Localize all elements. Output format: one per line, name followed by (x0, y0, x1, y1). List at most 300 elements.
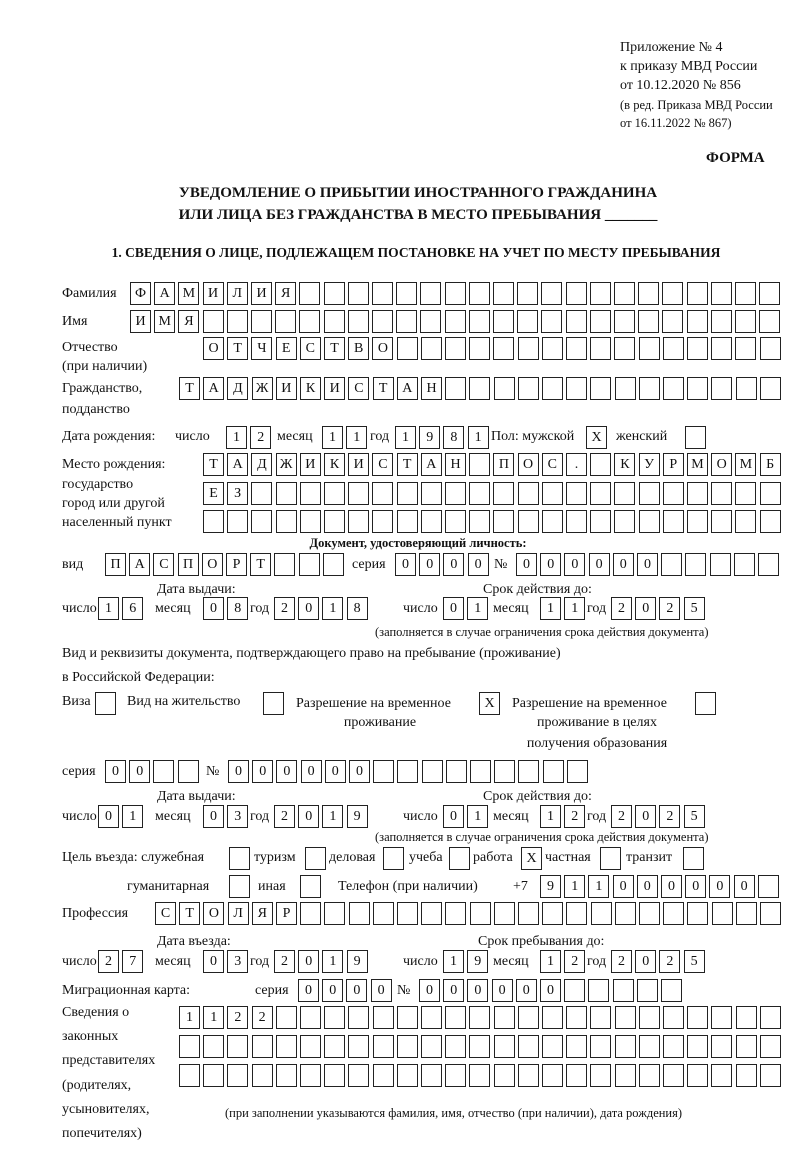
char-box[interactable]: 1 (443, 950, 464, 973)
char-box[interactable]: 0 (589, 553, 610, 576)
phone-boxes[interactable] (540, 875, 782, 898)
char-box[interactable]: 1 (203, 1006, 224, 1029)
char-box[interactable] (712, 902, 733, 925)
sex-female-checkbox[interactable] (685, 426, 709, 449)
entry-day-boxes[interactable] (98, 950, 146, 973)
char-box[interactable] (758, 875, 779, 898)
char-box[interactable] (494, 1064, 515, 1087)
char-box[interactable]: 0 (203, 597, 224, 620)
char-box[interactable] (373, 902, 394, 925)
char-box[interactable] (178, 760, 199, 783)
char-box[interactable]: 1 (540, 950, 561, 973)
char-box[interactable] (493, 310, 514, 333)
char-box[interactable] (276, 1035, 297, 1058)
char-box[interactable]: 1 (540, 597, 561, 620)
citizenship-boxes[interactable] (179, 377, 784, 400)
birthplace-boxes-row-1[interactable] (203, 453, 784, 476)
char-box[interactable]: 1 (467, 805, 488, 828)
char-box[interactable] (470, 760, 491, 783)
char-box[interactable] (711, 482, 732, 505)
char-box[interactable] (421, 482, 442, 505)
stay-day-boxes[interactable] (443, 950, 491, 973)
char-box[interactable] (493, 282, 514, 305)
char-box[interactable]: 0 (276, 760, 297, 783)
char-box[interactable] (372, 510, 393, 533)
char-box[interactable] (590, 282, 611, 305)
char-box[interactable] (227, 1064, 248, 1087)
char-box[interactable]: 0 (635, 805, 656, 828)
char-box[interactable]: 2 (564, 950, 585, 973)
char-box[interactable]: Р (276, 902, 297, 925)
char-box[interactable]: 9 (347, 805, 368, 828)
char-box[interactable]: 0 (252, 760, 273, 783)
char-box[interactable] (735, 482, 756, 505)
entry-month-boxes[interactable] (203, 950, 251, 973)
char-box[interactable] (397, 1006, 418, 1029)
char-box[interactable] (421, 1035, 442, 1058)
char-box[interactable] (348, 510, 369, 533)
char-box[interactable] (518, 902, 539, 925)
char-box[interactable] (397, 482, 418, 505)
char-box[interactable]: О (518, 453, 539, 476)
char-box[interactable]: О (372, 337, 393, 360)
char-box[interactable]: 1 (346, 426, 367, 449)
char-box[interactable]: 0 (298, 950, 319, 973)
char-box[interactable]: 1 (540, 805, 561, 828)
char-box[interactable] (734, 553, 755, 576)
char-box[interactable]: А (203, 377, 224, 400)
char-box[interactable]: 1 (564, 597, 585, 620)
char-box[interactable] (663, 1064, 684, 1087)
char-box[interactable]: X (521, 847, 542, 870)
char-box[interactable] (305, 847, 326, 870)
char-box[interactable]: 0 (709, 875, 730, 898)
id-number-boxes[interactable] (516, 553, 782, 576)
char-box[interactable] (614, 282, 635, 305)
char-box[interactable] (687, 310, 708, 333)
char-box[interactable]: 1 (468, 426, 489, 449)
char-box[interactable]: 8 (443, 426, 464, 449)
char-box[interactable]: С (372, 453, 393, 476)
char-box[interactable] (518, 337, 539, 360)
char-box[interactable] (396, 310, 417, 333)
char-box[interactable] (276, 1064, 297, 1087)
char-box[interactable] (348, 310, 369, 333)
char-box[interactable]: 0 (349, 760, 370, 783)
char-box[interactable] (590, 453, 611, 476)
edu-permit-checkbox[interactable] (695, 692, 719, 715)
char-box[interactable]: Н (445, 453, 466, 476)
purpose-tourism-checkbox[interactable] (305, 847, 329, 870)
char-box[interactable] (203, 1035, 224, 1058)
char-box[interactable]: И (203, 282, 224, 305)
char-box[interactable] (590, 1006, 611, 1029)
char-box[interactable] (470, 902, 491, 925)
char-box[interactable] (348, 282, 369, 305)
char-box[interactable] (662, 310, 683, 333)
char-box[interactable] (760, 482, 781, 505)
char-box[interactable]: Б (760, 453, 781, 476)
char-box[interactable]: Д (251, 453, 272, 476)
char-box[interactable]: Р (663, 453, 684, 476)
char-box[interactable] (227, 1035, 248, 1058)
char-box[interactable]: 0 (298, 805, 319, 828)
purpose-business-checkbox[interactable] (383, 847, 407, 870)
char-box[interactable]: 7 (122, 950, 143, 973)
char-box[interactable]: Я (178, 310, 199, 333)
char-box[interactable]: 0 (635, 950, 656, 973)
char-box[interactable] (613, 979, 634, 1002)
char-box[interactable] (300, 902, 321, 925)
char-box[interactable] (760, 377, 781, 400)
char-box[interactable] (518, 482, 539, 505)
char-box[interactable]: И (324, 377, 345, 400)
char-box[interactable] (251, 482, 272, 505)
char-box[interactable] (469, 1035, 490, 1058)
char-box[interactable] (663, 482, 684, 505)
char-box[interactable] (276, 1006, 297, 1029)
profession-boxes[interactable] (155, 902, 784, 925)
char-box[interactable] (542, 377, 563, 400)
char-box[interactable]: 1 (467, 597, 488, 620)
char-box[interactable]: Я (252, 902, 273, 925)
char-box[interactable] (348, 1035, 369, 1058)
char-box[interactable]: 2 (98, 950, 119, 973)
char-box[interactable]: Ч (251, 337, 272, 360)
char-box[interactable]: Я (275, 282, 296, 305)
purpose-humanitarian-checkbox[interactable] (229, 875, 253, 898)
char-box[interactable] (590, 337, 611, 360)
char-box[interactable] (639, 1064, 660, 1087)
char-box[interactable]: Ж (252, 377, 273, 400)
reps-boxes-row-3[interactable] (179, 1064, 784, 1087)
char-box[interactable]: 9 (540, 875, 561, 898)
char-box[interactable] (445, 1035, 466, 1058)
char-box[interactable] (372, 482, 393, 505)
char-box[interactable]: У (639, 453, 660, 476)
char-box[interactable] (229, 847, 250, 870)
char-box[interactable] (566, 310, 587, 333)
id-series-boxes[interactable] (395, 553, 492, 576)
char-box[interactable] (445, 377, 466, 400)
char-box[interactable] (615, 377, 636, 400)
char-box[interactable]: И (276, 377, 297, 400)
char-box[interactable] (323, 553, 344, 576)
char-box[interactable] (397, 1064, 418, 1087)
char-box[interactable] (252, 1035, 273, 1058)
char-box[interactable]: 0 (540, 979, 561, 1002)
char-box[interactable]: 0 (467, 979, 488, 1002)
residence-checkbox[interactable] (263, 692, 287, 715)
char-box[interactable] (373, 1006, 394, 1029)
char-box[interactable] (348, 1064, 369, 1087)
char-box[interactable] (517, 310, 538, 333)
char-box[interactable] (661, 553, 682, 576)
char-box[interactable] (567, 760, 588, 783)
char-box[interactable] (493, 482, 514, 505)
char-box[interactable]: М (178, 282, 199, 305)
char-box[interactable] (542, 1006, 563, 1029)
char-box[interactable]: 0 (98, 805, 119, 828)
char-box[interactable]: 0 (228, 760, 249, 783)
char-box[interactable] (760, 1035, 781, 1058)
char-box[interactable]: 2 (611, 950, 632, 973)
char-box[interactable]: 0 (734, 875, 755, 898)
char-box[interactable]: Т (179, 377, 200, 400)
char-box[interactable] (662, 282, 683, 305)
char-box[interactable]: 0 (395, 553, 416, 576)
char-box[interactable]: 0 (325, 760, 346, 783)
char-box[interactable] (685, 426, 706, 449)
char-box[interactable] (760, 902, 781, 925)
char-box[interactable] (494, 1006, 515, 1029)
char-box[interactable] (590, 482, 611, 505)
char-box[interactable]: И (300, 453, 321, 476)
char-box[interactable]: 0 (298, 597, 319, 620)
char-box[interactable]: 2 (564, 805, 585, 828)
char-box[interactable]: 0 (492, 979, 513, 1002)
char-box[interactable]: К (300, 377, 321, 400)
char-box[interactable]: С (300, 337, 321, 360)
char-box[interactable] (590, 377, 611, 400)
char-box[interactable]: О (203, 902, 224, 925)
char-box[interactable]: 0 (419, 553, 440, 576)
char-box[interactable] (735, 510, 756, 533)
char-box[interactable]: И (130, 310, 151, 333)
char-box[interactable] (494, 377, 515, 400)
char-box[interactable] (590, 510, 611, 533)
visa-checkbox[interactable] (95, 692, 119, 715)
char-box[interactable] (759, 310, 780, 333)
char-box[interactable]: 0 (105, 760, 126, 783)
char-box[interactable] (179, 1064, 200, 1087)
char-box[interactable]: Н (421, 377, 442, 400)
char-box[interactable]: А (421, 453, 442, 476)
char-box[interactable]: 0 (322, 979, 343, 1002)
char-box[interactable]: 1 (122, 805, 143, 828)
char-box[interactable] (614, 337, 635, 360)
char-box[interactable]: А (154, 282, 175, 305)
char-box[interactable]: 1 (322, 426, 343, 449)
char-box[interactable] (276, 482, 297, 505)
char-box[interactable]: 0 (613, 553, 634, 576)
char-box[interactable] (711, 1006, 732, 1029)
birthplace-boxes-row-3[interactable] (203, 510, 784, 533)
char-box[interactable]: М (687, 453, 708, 476)
char-box[interactable] (518, 377, 539, 400)
reps-boxes-row-2[interactable] (179, 1035, 784, 1058)
char-box[interactable] (469, 1006, 490, 1029)
char-box[interactable] (639, 1035, 660, 1058)
char-box[interactable] (711, 377, 732, 400)
char-box[interactable] (276, 510, 297, 533)
char-box[interactable]: 6 (122, 597, 143, 620)
char-box[interactable]: X (586, 426, 607, 449)
migration-number-boxes[interactable] (419, 979, 685, 1002)
char-box[interactable] (469, 282, 490, 305)
char-box[interactable] (663, 1035, 684, 1058)
reps-boxes-row-1[interactable] (179, 1006, 784, 1029)
char-box[interactable] (542, 337, 563, 360)
char-box[interactable] (397, 510, 418, 533)
char-box[interactable] (518, 760, 539, 783)
char-box[interactable] (324, 1006, 345, 1029)
char-box[interactable]: Т (397, 453, 418, 476)
char-box[interactable]: 8 (347, 597, 368, 620)
char-box[interactable] (300, 1064, 321, 1087)
char-box[interactable]: Л (227, 282, 248, 305)
char-box[interactable] (299, 310, 320, 333)
char-box[interactable] (663, 510, 684, 533)
char-box[interactable]: X (479, 692, 500, 715)
char-box[interactable]: 0 (346, 979, 367, 1002)
char-box[interactable] (615, 1064, 636, 1087)
char-box[interactable] (203, 310, 224, 333)
id-issue-year-boxes[interactable] (274, 597, 371, 620)
char-box[interactable]: 0 (540, 553, 561, 576)
char-box[interactable] (251, 510, 272, 533)
char-box[interactable] (541, 310, 562, 333)
char-box[interactable]: 0 (661, 875, 682, 898)
char-box[interactable] (600, 847, 621, 870)
char-box[interactable] (661, 979, 682, 1002)
char-box[interactable] (421, 1006, 442, 1029)
purpose-work-checkbox[interactable] (521, 847, 545, 870)
char-box[interactable] (494, 760, 515, 783)
char-box[interactable] (95, 692, 116, 715)
char-box[interactable] (687, 1035, 708, 1058)
char-box[interactable]: 0 (298, 979, 319, 1002)
char-box[interactable] (639, 1006, 660, 1029)
char-box[interactable]: 2 (274, 597, 295, 620)
char-box[interactable] (685, 553, 706, 576)
char-box[interactable]: Т (179, 902, 200, 925)
char-box[interactable] (372, 282, 393, 305)
char-box[interactable] (687, 902, 708, 925)
birth-month-boxes[interactable] (322, 426, 370, 449)
stay-month-boxes[interactable] (540, 950, 588, 973)
char-box[interactable] (251, 310, 272, 333)
right-issue-year-boxes[interactable] (274, 805, 371, 828)
char-box[interactable] (736, 377, 757, 400)
char-box[interactable] (300, 482, 321, 505)
char-box[interactable] (639, 337, 660, 360)
char-box[interactable] (274, 553, 295, 576)
char-box[interactable] (299, 282, 320, 305)
birthplace-boxes-row-2[interactable] (203, 482, 784, 505)
char-box[interactable] (590, 1064, 611, 1087)
char-box[interactable]: 0 (613, 875, 634, 898)
char-box[interactable]: 2 (659, 597, 680, 620)
char-box[interactable]: С (348, 377, 369, 400)
char-box[interactable]: Т (373, 377, 394, 400)
char-box[interactable]: К (614, 453, 635, 476)
right-valid-day-boxes[interactable] (443, 805, 491, 828)
char-box[interactable] (421, 1064, 442, 1087)
char-box[interactable] (566, 282, 587, 305)
char-box[interactable] (493, 510, 514, 533)
char-box[interactable]: 0 (635, 597, 656, 620)
char-box[interactable] (203, 1064, 224, 1087)
char-box[interactable] (711, 1064, 732, 1087)
char-box[interactable]: 9 (347, 950, 368, 973)
char-box[interactable]: 0 (203, 805, 224, 828)
surname-boxes[interactable] (130, 282, 783, 305)
char-box[interactable]: 2 (252, 1006, 273, 1029)
char-box[interactable]: С (155, 902, 176, 925)
char-box[interactable]: 0 (443, 597, 464, 620)
char-box[interactable] (542, 482, 563, 505)
char-box[interactable]: 3 (227, 805, 248, 828)
char-box[interactable] (153, 760, 174, 783)
char-box[interactable] (348, 482, 369, 505)
char-box[interactable] (760, 510, 781, 533)
char-box[interactable] (421, 902, 442, 925)
char-box[interactable] (566, 1035, 587, 1058)
char-box[interactable] (493, 337, 514, 360)
char-box[interactable]: 0 (443, 979, 464, 1002)
id-valid-day-boxes[interactable] (443, 597, 491, 620)
char-box[interactable] (445, 1006, 466, 1029)
char-box[interactable] (373, 760, 394, 783)
char-box[interactable] (687, 377, 708, 400)
char-box[interactable]: Т (227, 337, 248, 360)
patronymic-boxes[interactable] (203, 337, 784, 360)
char-box[interactable] (324, 902, 345, 925)
char-box[interactable]: Т (203, 453, 224, 476)
char-box[interactable]: 2 (659, 950, 680, 973)
char-box[interactable] (203, 510, 224, 533)
char-box[interactable] (227, 510, 248, 533)
char-box[interactable] (494, 902, 515, 925)
name-boxes[interactable] (130, 310, 783, 333)
char-box[interactable]: А (227, 453, 248, 476)
char-box[interactable]: А (397, 377, 418, 400)
char-box[interactable]: Е (203, 482, 224, 505)
char-box[interactable] (422, 760, 443, 783)
char-box[interactable] (348, 1006, 369, 1029)
char-box[interactable]: О (202, 553, 223, 576)
char-box[interactable]: 2 (274, 950, 295, 973)
char-box[interactable]: 5 (684, 597, 705, 620)
purpose-study-checkbox[interactable] (449, 847, 473, 870)
char-box[interactable] (421, 337, 442, 360)
char-box[interactable]: 0 (564, 553, 585, 576)
char-box[interactable] (637, 979, 658, 1002)
char-box[interactable] (469, 377, 490, 400)
char-box[interactable]: Ж (276, 453, 297, 476)
char-box[interactable] (541, 282, 562, 305)
char-box[interactable]: 1 (395, 426, 416, 449)
char-box[interactable] (760, 1006, 781, 1029)
char-box[interactable]: И (348, 453, 369, 476)
right-number-boxes[interactable] (228, 760, 591, 783)
char-box[interactable] (469, 337, 490, 360)
char-box[interactable]: 0 (443, 805, 464, 828)
char-box[interactable] (590, 310, 611, 333)
char-box[interactable]: 5 (684, 950, 705, 973)
char-box[interactable] (518, 1035, 539, 1058)
char-box[interactable] (683, 847, 704, 870)
char-box[interactable]: Р (226, 553, 247, 576)
char-box[interactable]: 0 (516, 979, 537, 1002)
char-box[interactable] (324, 1064, 345, 1087)
char-box[interactable] (711, 337, 732, 360)
id-issue-month-boxes[interactable] (203, 597, 251, 620)
char-box[interactable] (735, 337, 756, 360)
char-box[interactable] (639, 377, 660, 400)
char-box[interactable]: Д (227, 377, 248, 400)
